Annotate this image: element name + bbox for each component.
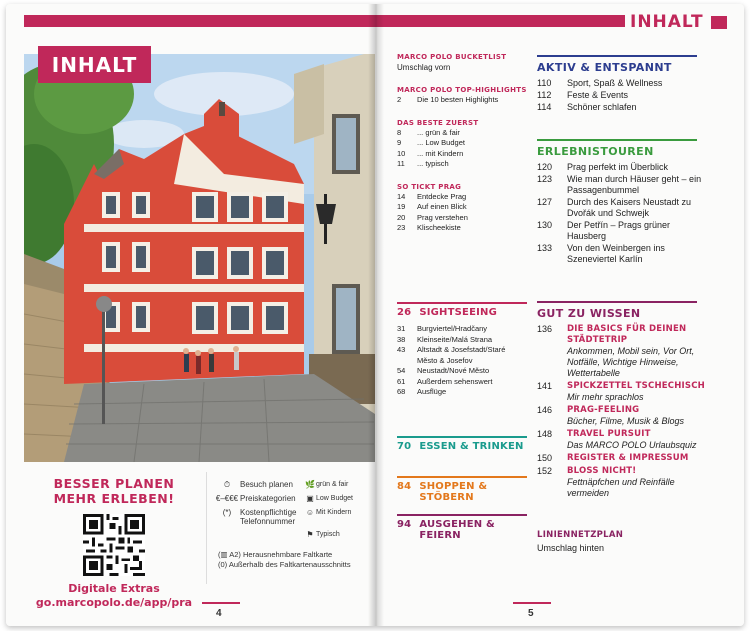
symbol-legend: [214, 480, 372, 544]
toc-row[interactable]: [537, 174, 707, 196]
section-heading: [397, 441, 527, 452]
right-page: [375, 4, 744, 626]
entry-heading: REGISTER & IMPRESSUM: [567, 453, 689, 463]
toc-row[interactable]: [537, 90, 707, 101]
toc-row[interactable]: [537, 220, 707, 242]
page-ref: 112: [537, 90, 552, 100]
title-square: [711, 16, 727, 29]
entry-text: Der Petřín – Prags grüner Hausberg: [567, 220, 671, 241]
section-heading: [397, 481, 527, 503]
entry-text: Entdecke Prag: [417, 191, 467, 201]
legend-row: [214, 530, 372, 544]
section-rule: [537, 55, 697, 57]
page-ref: 14: [397, 191, 406, 201]
entry-text: Prag perfekt im Überblick: [567, 162, 669, 172]
entry-subtext: Bücher, Filme, Musik & Blogs: [567, 416, 685, 426]
section-title: ESSEN & TRINKEN: [419, 441, 524, 452]
toc-section-sightseeing[interactable]: [397, 302, 527, 398]
page-ref: 10: [397, 148, 406, 158]
footer-line: [202, 602, 240, 604]
entry-heading: PRAG-FEELING: [567, 405, 640, 415]
section-title: MARCO POLO TOP-HIGHLIGHTS: [397, 86, 527, 94]
entry-text: Neustadt/Nové Město: [417, 366, 490, 375]
toc-row[interactable]: [537, 162, 707, 173]
promo-box: [24, 464, 204, 610]
entry-text: Sport, Spaß & Wellness: [567, 78, 663, 88]
toc-row[interactable]: [397, 149, 531, 160]
page-ref: 20: [397, 212, 406, 222]
page-ref: 11: [397, 159, 405, 168]
entry-text: Prag verstehen: [417, 212, 468, 222]
toc-row[interactable]: [537, 429, 707, 451]
page-number-right: 5: [528, 608, 534, 619]
promo-extras: [24, 582, 204, 610]
page-ref: 94: [397, 519, 412, 530]
toc-row[interactable]: [537, 324, 707, 379]
toc-row[interactable]: [537, 453, 707, 464]
page-ref: 31: [397, 324, 406, 333]
entry-subtext: Das MARCO POLO Urlaubsquiz: [567, 440, 697, 450]
toc-row[interactable]: [397, 128, 531, 139]
toc-section-gut-zu-wissen[interactable]: [537, 301, 707, 501]
qr-code[interactable]: [83, 514, 145, 576]
section-title: AUSGEHEN & FEIERN: [419, 519, 495, 541]
toc-column-left: [397, 52, 531, 246]
toc-section-liniennetzplan[interactable]: [537, 530, 623, 554]
price-symbol: €–€€€: [215, 494, 239, 503]
entry-text: Auf einen Blick: [417, 202, 467, 211]
entry-heading: SPICKZETTEL TSCHECHISCH: [567, 381, 705, 391]
legend-label: Typisch: [316, 531, 340, 538]
section-title: ERLEBNISTOUREN: [537, 145, 654, 158]
legend-label: Besuch planen: [240, 480, 293, 489]
book-gutter: [368, 4, 384, 626]
map-note: [218, 550, 351, 570]
section-title: SHOPPEN & STÖBERN: [419, 481, 488, 503]
page-ref: 38: [397, 334, 406, 344]
toc-row[interactable]: [537, 466, 707, 499]
entry-text: Die 10 besten Highlights: [417, 95, 499, 104]
entry-text: ... Low Budget: [417, 138, 465, 147]
toc-row[interactable]: [397, 335, 527, 346]
page-ref: 9: [397, 138, 402, 147]
legend-label: grün & fair: [316, 481, 349, 488]
legend-label: Low Budget: [316, 495, 353, 502]
page-ref: 43: [397, 345, 406, 354]
page-number-left: 4: [216, 608, 222, 619]
page-ref: 19: [397, 202, 406, 211]
flag-icon: ⚑: [306, 530, 314, 539]
toc-row[interactable]: [397, 387, 527, 398]
promo-title-line1: BESSER PLANEN: [53, 476, 175, 491]
page-ref: 130: [537, 220, 553, 230]
entry-text: Altstadt & Josefstadt/Staré Město & Josefov: [417, 345, 506, 365]
promo-extras-url[interactable]: go.marcopolo.de/app/pra: [35, 596, 193, 609]
toc-row[interactable]: [397, 324, 527, 335]
entry-heading: TRAVEL PURSUIT: [567, 429, 651, 439]
toc-row[interactable]: [397, 159, 531, 170]
clock-icon: ⏱: [223, 480, 231, 489]
legend-row: [214, 480, 372, 494]
budget-icon: ▣: [306, 494, 314, 503]
legend-label: Preiskategorien: [240, 494, 296, 503]
toc-row[interactable]: [537, 243, 707, 265]
page-ref: 141: [537, 381, 553, 391]
toc-row[interactable]: [397, 377, 527, 388]
toc-row[interactable]: [397, 192, 531, 203]
page-ref: 120: [537, 162, 553, 172]
toc-row[interactable]: [397, 366, 527, 377]
page-ref: 26: [397, 307, 412, 318]
entry-text: Schöner schlafen: [567, 102, 637, 112]
entry-text: Außerdem sehenswert: [417, 376, 493, 386]
entry-text: ... mit Kindern: [417, 148, 464, 158]
entry-text: Burgviertel/Hradčany: [417, 324, 488, 333]
entry-heading: BLOSS NICHT!: [567, 466, 637, 476]
page-ref: 8: [397, 127, 402, 137]
prague-street-photo: [24, 54, 375, 462]
page-ref: 136: [537, 324, 553, 334]
section-rule: [397, 302, 527, 304]
section-title: GUT ZU WISSEN: [537, 307, 641, 320]
entry-text: ... typisch: [417, 159, 449, 168]
toc-row[interactable]: [537, 381, 707, 403]
section-title: SIGHTSEEING: [419, 307, 498, 318]
entry-subtext: Fettnäpfchen und Reinfälle vermeiden: [567, 477, 675, 498]
toc-row[interactable]: [537, 78, 707, 89]
entry-text: Wie man durch Häuser geht – ein Passagenbummel: [567, 174, 702, 195]
toc-row[interactable]: [397, 95, 531, 106]
page-ref: 110: [537, 78, 552, 88]
page-ref: 2: [397, 95, 402, 104]
footer-line: [513, 602, 551, 604]
page-title: INHALT: [630, 12, 704, 32]
toc-section-so-tickt-prag[interactable]: [397, 182, 531, 234]
promo-extras-title: Digitale Extras: [68, 582, 160, 595]
toc-section-essen-trinken[interactable]: [397, 436, 527, 452]
map-note-line2: (0) Außerhalb des Faltkartenausschnitts: [218, 560, 351, 569]
section-title: DAS BESTE ZUERST: [397, 118, 479, 127]
toc-section-erlebnistouren[interactable]: [537, 139, 707, 266]
entry-text: Kleinseite/Malá Strana: [417, 334, 493, 344]
page-ref: 123: [537, 174, 553, 184]
promo-title-line2: MEHR ERLEBEN!: [53, 491, 175, 506]
toc-row[interactable]: [397, 202, 531, 213]
entry-text: Von den Weinbergen ins Szeneviertel Karlín: [567, 243, 665, 264]
section-title: AKTIV & ENTSPANNT: [537, 61, 672, 74]
guidebook-spread: [6, 4, 744, 626]
entry-text: Klischeekiste: [417, 223, 461, 232]
page-ref: 148: [537, 429, 553, 439]
legend-label: Kostenpflichtige Telefonnummer: [240, 508, 297, 526]
entry-subtext: Ankommen, Mobil sein, Vor Ort, Notfälle, Wichtige Hinweise, Wettertabelle: [567, 346, 695, 378]
toc-section-shoppen[interactable]: [397, 476, 527, 503]
toc-row[interactable]: [537, 197, 707, 219]
toc-section-das-beste-zuerst[interactable]: [397, 118, 531, 170]
section-title: MARCO POLO BUCKETLIST: [397, 53, 507, 61]
section-rule: [397, 436, 527, 438]
legend-row: [214, 508, 372, 530]
toc-row[interactable]: [397, 223, 531, 234]
toc-row[interactable]: [537, 102, 707, 113]
page-ref: 127: [537, 197, 553, 207]
entry-text: Feste & Events: [567, 90, 629, 100]
leaf-icon: 🌿: [305, 480, 315, 489]
page-ref: 61: [397, 376, 406, 386]
page-ref: 68: [397, 387, 406, 396]
sightseeing-list: [397, 324, 527, 398]
top-color-bar: [24, 15, 375, 27]
page-ref: 152: [537, 466, 553, 476]
page-ref: 54: [397, 366, 406, 375]
legend-row: [214, 494, 372, 508]
toc-row[interactable]: [397, 213, 531, 224]
section-title: LINIENNETZPLAN: [537, 530, 624, 540]
inhalt-badge: INHALT: [38, 46, 151, 83]
legend-divider: [206, 472, 207, 584]
section-text: Umschlag hinten: [537, 543, 605, 553]
promo-title: [24, 476, 204, 506]
toc-section-aktiv[interactable]: [537, 55, 707, 114]
page-ref: 150: [537, 453, 553, 463]
section-rule: [397, 514, 527, 516]
section-heading: [397, 519, 527, 541]
phone-cost-symbol: (*): [222, 508, 232, 517]
section-text: Umschlag vorn: [397, 63, 451, 72]
section-title: SO TICKT PRAG: [397, 182, 462, 191]
legend-label: Mit Kindern: [316, 509, 352, 516]
section-rule: [537, 301, 697, 303]
section-heading: [397, 307, 527, 318]
map-note-line1: (▥ A2) Herausnehmbare Faltkarte: [218, 550, 333, 559]
entry-text: ... grün & fair: [417, 127, 460, 137]
toc-section-top-highlights[interactable]: [397, 85, 531, 106]
entry-heading: DIE BASICS FÜR DEINEN STÄDTETRIP: [567, 324, 687, 345]
page-ref: 114: [537, 102, 552, 112]
page-ref: 133: [537, 243, 553, 253]
entry-text: Ausflüge: [417, 387, 447, 396]
top-color-bar: [375, 15, 625, 27]
toc-row[interactable]: [397, 345, 527, 366]
left-page: [6, 4, 375, 626]
page-ref: 146: [537, 405, 553, 415]
toc-row[interactable]: [397, 138, 531, 149]
section-rule: [537, 139, 697, 141]
page-ref: 23: [397, 223, 406, 232]
page-ref: 84: [397, 481, 412, 492]
toc-row[interactable]: [537, 405, 707, 427]
toc-section-bucketlist[interactable]: [397, 52, 531, 73]
page-ref: 70: [397, 441, 412, 452]
child-icon: ☺: [305, 508, 315, 517]
toc-section-ausgehen[interactable]: [397, 514, 527, 541]
section-rule: [397, 476, 527, 478]
entry-text: Durch des Kaisers Neustadt zu Dvořák und Schwejk: [567, 197, 692, 218]
entry-subtext: Mir mehr sprachlos: [567, 392, 644, 402]
